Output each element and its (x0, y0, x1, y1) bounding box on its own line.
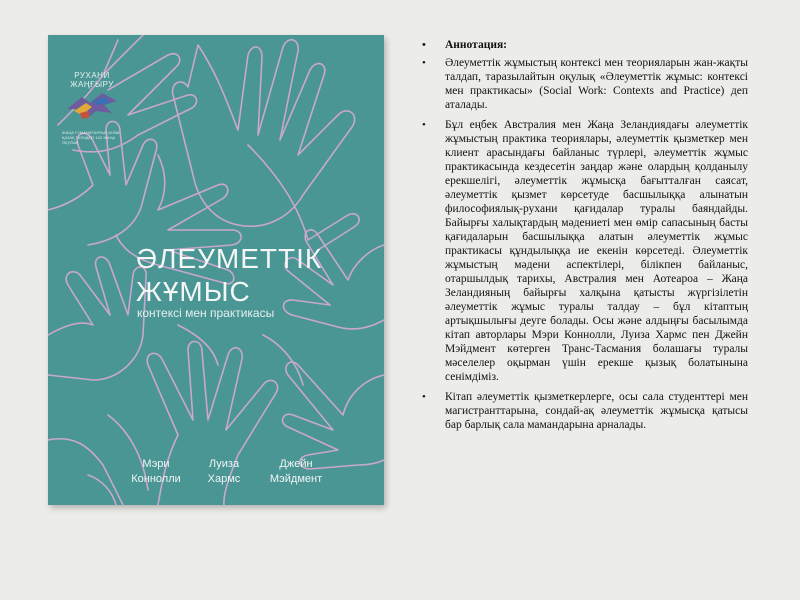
author-2 (194, 457, 254, 487)
author-1 (124, 457, 188, 487)
author-3 (256, 457, 336, 487)
annotation-paragraph-1: • Әлеуметтік жұмыстың контексі мен теорияларын жан-жақты талдап, таразылайтын оқулық «Әлеуметтік жұмыс: контексі мен практикасы» (Social Work: Contexts and Practice) деп аталады. (418, 56, 748, 112)
annotation-list (418, 38, 748, 438)
book-cover (48, 35, 384, 505)
annotation-paragraph-3: • Кітап әлеуметтік қызметкерлерге, осы сала студенттері мен магистранттарына, сондай-ақ әлеуметтік жұмысқа қатысы бар барлық сала мамандарына арналады. (418, 390, 748, 432)
book-subtitle: контексі мен практикасы (137, 306, 275, 320)
book-title-line1: ӘЛЕУМЕТТІК (136, 243, 323, 274)
author-3-last: Мэйдмент (269, 473, 323, 485)
author-2-last: Хармс (207, 473, 241, 485)
logo-line1: РУХАНИ (74, 71, 110, 80)
author-3-first: Джейн (279, 458, 313, 470)
author-2-first: Луиза (208, 458, 240, 470)
book-title-line2: ЖҰМЫС (136, 276, 251, 307)
rukhani-zhangyru-logo (62, 71, 162, 145)
author-1-last: Коннолли (131, 473, 181, 485)
bird-emblem-icon (62, 89, 122, 123)
logo-subtitle: ЖАҢА ГУМАНИТАРЛЫҚ БІЛІМ. ҚАЗАҚ ТІЛІНДЕГІ 100 ЖАҢА ОҚУЛЫҚ (62, 130, 121, 145)
logo-line2: ЖАҢҒЫРУ (70, 80, 114, 89)
annotation-heading: • Аннотация: (418, 38, 748, 52)
annotation-paragraph-2: • Бұл еңбек Австралия мен Жаңа Зеландиядағы әлеуметтік жұмыстың практика теориялары, әлеуметтік қызметкер мен клиент арасындағы байланыс түрлері, әлеуметтік жұмыс практикасында кездесетін заңдар және олардың қолданылу ерекшелігі, әлеуметтік жұмысқа бағытталған саясат, әлеуметтік қызмет көрсетуде басшылыққа алынатын философиялық-рухани қағидалар туралы баяндайды. Байырғы халықтардың мәдениеті мен өмір сапасының басты қағидаларын басшылыққа алатын әлеуметтік жұмыс практикасы құндылыққа ие екенін көрсетеді. Әлеуметтік жұмыстың мәдени аспектілері, білікпен байланыс, отаршылдық тарихы, Австралия мен Аотеароа – Жаңа Зеландияның байырғы халқына қатысты жүргізілетін әлеуметтік жұмыс туралы талдау – бұл кітаптың артықшылығы деуге болады. Осы және алдыңғы басылымда кітап авторлары Мэри Коннолли, Луиза Хармс пен Джейн Мэйдмент көтерген Транс-Тасмания болашағы туралы мәселелер оқырман үшін ерекше қызық болатынына сенімдіміз. (418, 118, 748, 384)
author-1-first: Мэри (142, 458, 170, 470)
